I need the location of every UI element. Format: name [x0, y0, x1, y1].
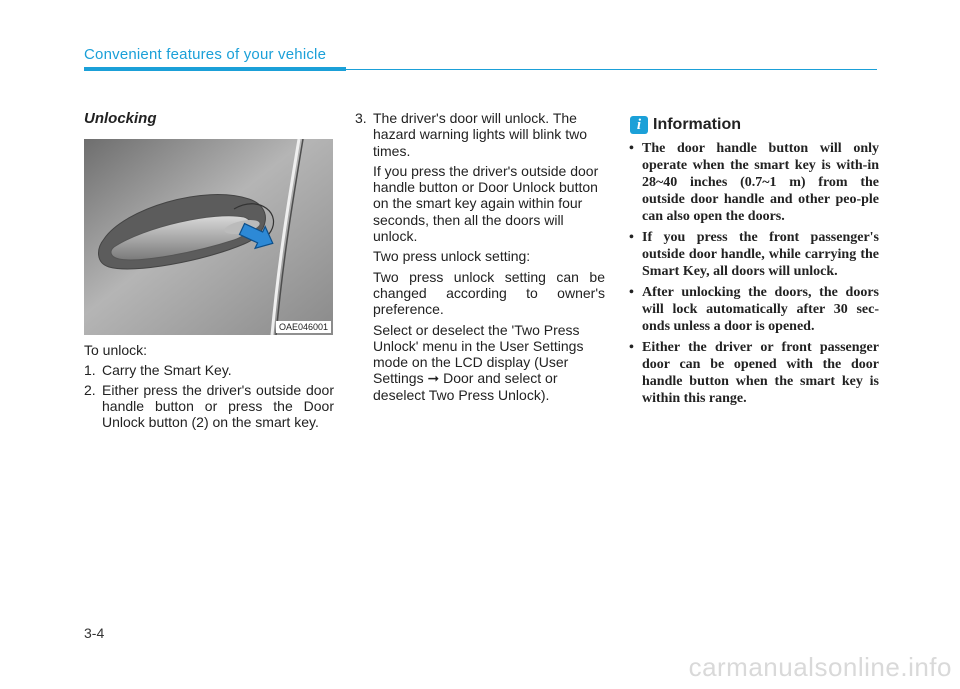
left-column — [84, 342, 334, 433]
paragraph-text: Door and select or deselect Two Press Unlock). — [373, 370, 558, 403]
info-bullet: • If you press the front passenger's outside door handle, while carrying the Smart Key, all doors will unlock. — [629, 230, 879, 279]
step-number: 1. — [84, 362, 96, 379]
step-number: 3. — [355, 110, 367, 126]
header-rule — [84, 67, 346, 71]
paragraph-setting-heading: Two press unlock setting: — [373, 248, 531, 265]
step-text: Either press the driver's outside door handle button or press the Door Unlock button (2) on the smart key. — [102, 381, 334, 431]
info-list — [627, 140, 879, 411]
step-2 — [84, 382, 334, 431]
paragraph-second-press: If you press the driver's outside door handle button or Door Unlock button on the smart key again within four seconds, then all the doors will unlock. — [373, 162, 599, 245]
right-arrow-icon: ➞ — [427, 370, 440, 387]
header-rule-thin — [346, 69, 877, 71]
step-number: 2. — [84, 381, 96, 398]
info-title: Information — [653, 116, 741, 133]
section-title: Unlocking — [84, 110, 157, 127]
door-handle-illustration — [84, 139, 333, 335]
middle-column — [355, 110, 605, 407]
info-bullet: • Either the driver or front passenger door can be opened with the door handle button when the smart key is within this range. — [629, 340, 879, 406]
bullet-text: If you press the front passenger's outside door handle, while carrying the Smart Key, all doors will unlock. — [642, 230, 879, 279]
door-handle-photo — [84, 139, 333, 335]
bullet-text: Either the driver or front passenger door can be opened with the door handle button when the smart key is within this range. — [642, 340, 879, 406]
watermark: carmanualsonline.info — [688, 652, 952, 682]
step-1 — [84, 362, 334, 378]
figure-code: OAE046001 — [276, 321, 331, 333]
header-title: Convenient features of your vehicle — [84, 46, 327, 63]
info-icon: i — [630, 116, 648, 134]
step-text: The driver's door will unlock. The hazard warning lights will blink two times. — [373, 110, 587, 159]
paragraph-select-deselect — [355, 322, 605, 403]
bullet-text: After unlocking the doors, the doors will lock automatically after 30 sec-onds unless a door is opened. — [642, 285, 879, 334]
paragraph-text: Select or deselect the 'Two Press Unlock' menu in the User Settings mode on the LCD display (User Settings — [373, 321, 584, 387]
bullet-text: The door handle button will only operate when the smart key is with-in 28~40 inches (0.7~1 m) from the outside door handle and other peo-ple can also open the doors. — [642, 141, 879, 224]
info-bullet: • After unlocking the doors, the doors will lock automatically after 30 sec-onds unless a door is opened. — [629, 285, 879, 334]
info-bullet: • The door handle button will only operate when the smart key is with-in 28~40 inches (0.7~1 m) from the outside door handle and other peo-ple can also open the doors. — [629, 141, 879, 224]
unlock-intro: To unlock: — [84, 342, 148, 358]
paragraph-setting-change: Two press unlock setting can be changed according to owner's preference. — [373, 268, 605, 318]
page-number: 3-4 — [84, 625, 105, 641]
step-text: Carry the Smart Key. — [102, 362, 232, 379]
step-3 — [355, 110, 605, 159]
